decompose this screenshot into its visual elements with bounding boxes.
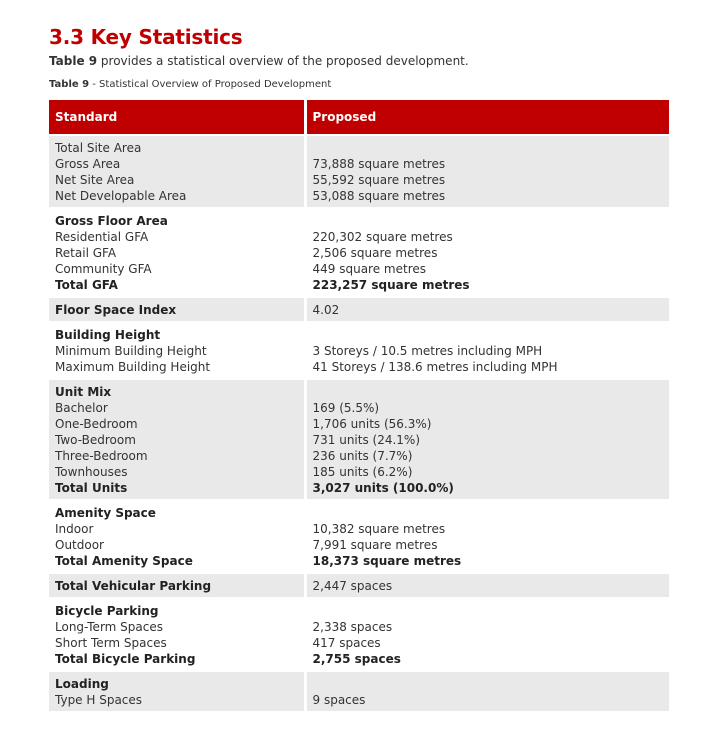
- standard-label: Three-Bedroom: [55, 449, 148, 463]
- standard-label: Total Amenity Space: [55, 554, 193, 568]
- proposed-cell: [305, 379, 669, 500]
- standard-cell: [49, 598, 305, 671]
- section-heading: 3.3 Key Statistics: [49, 25, 243, 49]
- standard-label: Minimum Building Height: [55, 344, 207, 358]
- standard-cell: [49, 573, 305, 598]
- proposed-cell: [305, 598, 669, 671]
- caption-text: - Statistical Overview of Proposed Development: [89, 79, 332, 90]
- table-row: [49, 297, 669, 322]
- standard-cell: [49, 322, 305, 379]
- standard-cell: [49, 500, 305, 573]
- standard-label: Community GFA: [55, 262, 152, 276]
- table-row: [49, 322, 669, 379]
- proposed-value: 55,592 square metres: [312, 173, 446, 187]
- proposed-value: 18,373 square metres: [312, 554, 462, 568]
- table-reference: Table 9: [49, 54, 98, 68]
- standard-label: Total Units: [55, 481, 128, 495]
- standard-label: Net Developable Area: [55, 189, 187, 203]
- proposed-value: [313, 140, 664, 156]
- proposed-value: 236 units (7.7%): [312, 449, 413, 463]
- intro-text: provides a statistical overview of the proposed development.: [97, 54, 469, 68]
- standard-label: Townhouses: [55, 465, 128, 479]
- standard-label: Retail GFA: [55, 246, 117, 260]
- proposed-value: [313, 603, 664, 619]
- proposed-cell: [305, 322, 669, 379]
- proposed-value: 3 Storeys / 10.5 metres including MPH: [312, 344, 543, 358]
- intro-paragraph: [49, 54, 469, 68]
- proposed-cell: [305, 297, 669, 322]
- proposed-cell: [305, 135, 669, 208]
- table-header-row: [49, 100, 669, 135]
- proposed-value: 223,257 square metres: [312, 278, 470, 292]
- proposed-cell: [305, 208, 669, 297]
- proposed-value: 185 units (6.2%): [312, 465, 413, 479]
- standard-cell: [49, 297, 305, 322]
- standard-cell: [49, 208, 305, 297]
- proposed-value: 220,302 square metres: [312, 230, 453, 244]
- proposed-value: [313, 384, 664, 400]
- standard-cell: [49, 379, 305, 500]
- proposed-value: 2,755 spaces: [312, 652, 401, 666]
- proposed-value: 169 (5.5%): [312, 401, 380, 415]
- proposed-value: [313, 505, 664, 521]
- table-row: [49, 500, 669, 573]
- proposed-value: 449 square metres: [312, 262, 426, 276]
- proposed-value: 2,447 spaces: [312, 579, 393, 593]
- proposed-value: 1,706 units (56.3%): [312, 417, 432, 431]
- standard-label: Total Site Area: [55, 141, 142, 155]
- standard-label: Net Site Area: [55, 173, 135, 187]
- proposed-value: 4.02: [312, 303, 340, 317]
- standard-label: Type H Spaces: [55, 693, 143, 707]
- standard-label: Short Term Spaces: [55, 636, 167, 650]
- proposed-value: [313, 676, 664, 692]
- standard-label: Bicycle Parking: [55, 604, 159, 618]
- proposed-value: 3,027 units (100.0%): [312, 481, 454, 495]
- standard-label: Amenity Space: [55, 506, 156, 520]
- table-row: [49, 598, 669, 671]
- standard-label: Bachelor: [55, 401, 108, 415]
- proposed-cell: [305, 500, 669, 573]
- standard-label: Long-Term Spaces: [55, 620, 163, 634]
- proposed-value: 53,088 square metres: [312, 189, 446, 203]
- proposed-value: 73,888 square metres: [312, 157, 446, 171]
- standard-label: Maximum Building Height: [55, 360, 211, 374]
- standard-label: Total Bicycle Parking: [55, 652, 196, 666]
- proposed-value: 417 spaces: [312, 636, 381, 650]
- proposed-value: 9 spaces: [312, 693, 366, 707]
- proposed-value: 7,991 square metres: [312, 538, 438, 552]
- standard-label: Outdoor: [55, 538, 104, 552]
- standard-label: Two-Bedroom: [55, 433, 136, 447]
- standard-label: Gross Area: [55, 157, 121, 171]
- table-row: [49, 573, 669, 598]
- proposed-cell: [305, 671, 669, 711]
- table-body: [49, 135, 669, 711]
- standard-label: Floor Space Index: [55, 303, 177, 317]
- proposed-value: 41 Storeys / 138.6 metres including MPH: [312, 360, 558, 374]
- proposed-cell: [305, 573, 669, 598]
- statistics-table: [49, 100, 669, 711]
- table-caption: [49, 79, 331, 90]
- header-proposed: Proposed: [305, 100, 669, 135]
- proposed-value: [313, 213, 664, 229]
- standard-cell: [49, 135, 305, 208]
- table-row: [49, 208, 669, 297]
- standard-label: Total Vehicular Parking: [55, 579, 212, 593]
- standard-label: Residential GFA: [55, 230, 149, 244]
- proposed-value: [313, 327, 664, 343]
- proposed-value: 731 units (24.1%): [312, 433, 421, 447]
- table-row: [49, 135, 669, 208]
- proposed-value: 2,506 square metres: [312, 246, 438, 260]
- header-standard: Standard: [49, 100, 305, 135]
- standard-label: One-Bedroom: [55, 417, 138, 431]
- standard-label: Gross Floor Area: [55, 214, 168, 228]
- standard-label: Unit Mix: [55, 385, 112, 399]
- proposed-value: 10,382 square metres: [312, 522, 446, 536]
- standard-label: Building Height: [55, 328, 161, 342]
- caption-label: Table 9: [49, 79, 90, 90]
- standard-cell: [49, 671, 305, 711]
- table-row: [49, 379, 669, 500]
- standard-label: Total GFA: [55, 278, 118, 292]
- standard-label: Indoor: [55, 522, 94, 536]
- standard-label: Loading: [55, 677, 109, 691]
- proposed-value: 2,338 spaces: [312, 620, 393, 634]
- table-row: [49, 671, 669, 711]
